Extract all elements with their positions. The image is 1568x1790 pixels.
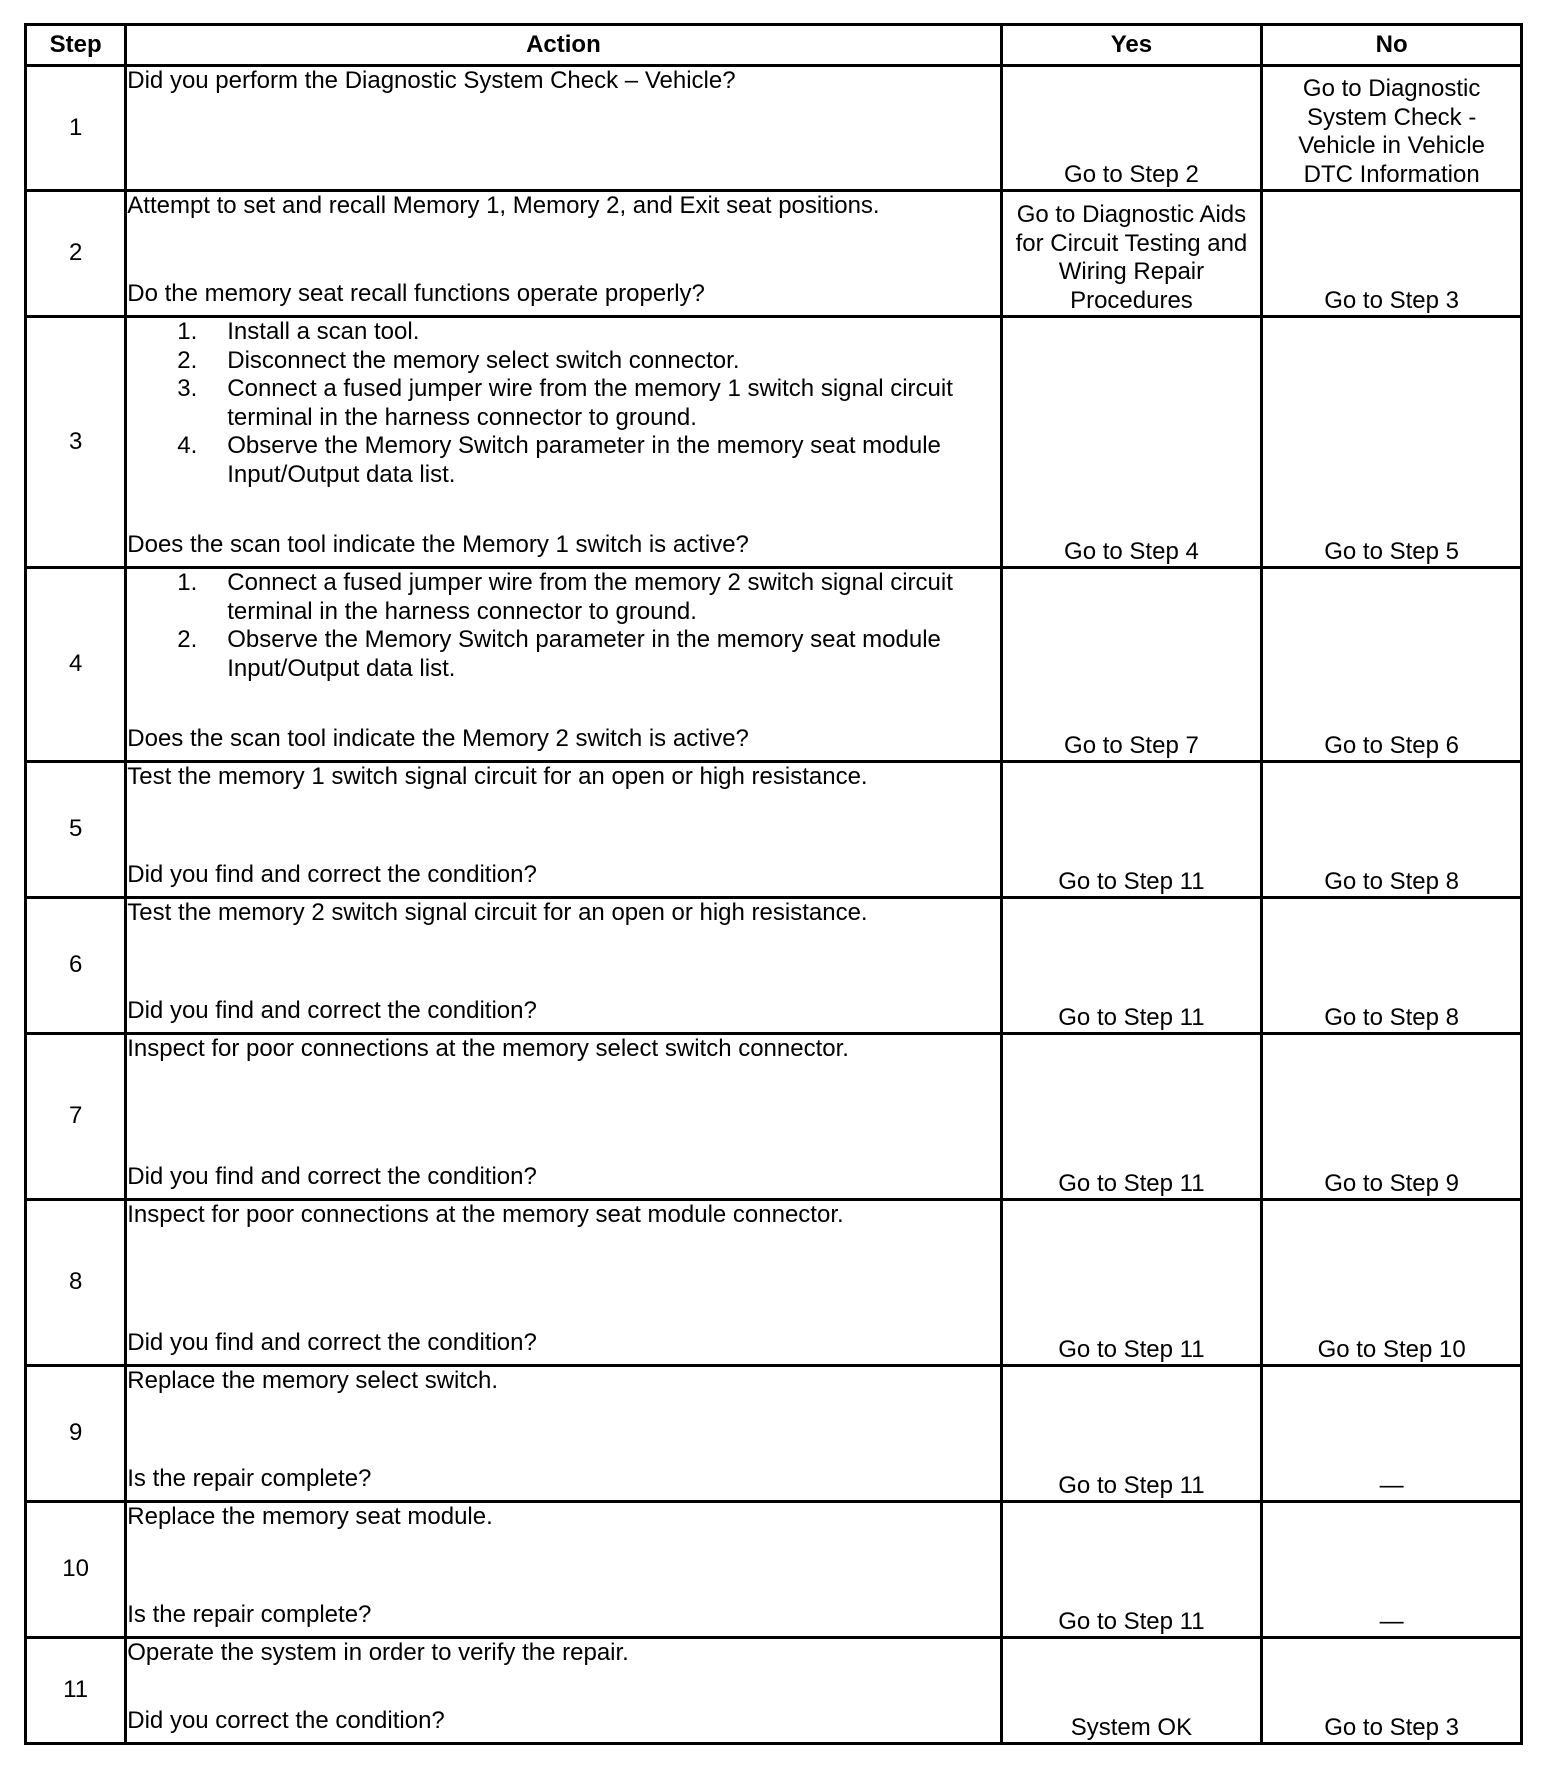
yes-result	[1001, 568, 1262, 762]
action-text: Did you perform the Diagnostic System Check – Vehicle?	[127, 67, 736, 94]
no-result	[1262, 1200, 1522, 1366]
list-item-number: 1.	[177, 569, 198, 596]
yes-result-text: Go to Step 11	[1058, 1335, 1205, 1363]
table-row	[26, 66, 1522, 191]
action-cell	[126, 762, 1001, 898]
list-item-text: Input/Output data list.	[227, 654, 456, 682]
step-number: 6	[26, 898, 126, 1034]
no-result-text: Go to Step 8	[1324, 867, 1460, 895]
no-result-text: Go to Step 9	[1324, 1169, 1460, 1197]
action-text: Operate the system in order to verify the repair.	[127, 1639, 629, 1666]
question-text: Do the memory seat recall functions operate properly?	[127, 279, 705, 307]
no-result	[1262, 1034, 1522, 1200]
step-number: 11	[26, 1638, 126, 1744]
action-text: Test the memory 2 switch signal circuit for an open or high resistance.	[127, 899, 868, 926]
list-item	[127, 569, 999, 626]
yes-result-text: Go to Step 11	[1058, 1471, 1205, 1499]
no-result-text: Go to Step 5	[1324, 537, 1460, 565]
yes-result	[1001, 1638, 1262, 1744]
table-row	[26, 1200, 1522, 1366]
no-result	[1262, 191, 1522, 317]
yes-result	[1001, 1502, 1262, 1638]
action-text: Replace the memory select switch.	[127, 1367, 499, 1394]
no-result-line: DTC Information	[1303, 160, 1480, 188]
list-item	[127, 318, 999, 347]
question-text: Does the scan tool indicate the Memory 1 switch is active?	[127, 530, 749, 558]
table-row	[26, 568, 1522, 762]
no-result	[1262, 1638, 1522, 1744]
yes-result	[1001, 762, 1262, 898]
action-text: Test the memory 1 switch signal circuit for an open or high resistance.	[127, 763, 868, 790]
yes-result	[1001, 66, 1262, 191]
header-step: Step	[26, 25, 126, 66]
step-number: 9	[26, 1366, 126, 1502]
question-text: Did you find and correct the condition?	[127, 1328, 537, 1356]
no-result	[1262, 1502, 1522, 1638]
no-result	[1262, 317, 1522, 568]
question-text: Did you correct the condition?	[127, 1706, 445, 1734]
no-result-text: —	[1379, 1607, 1404, 1635]
list-item-text: Disconnect the memory select switch connector.	[227, 346, 740, 374]
no-result	[1262, 1366, 1522, 1502]
no-result-text: Go to Step 8	[1324, 1003, 1460, 1031]
table-row	[26, 1034, 1522, 1200]
list-item-number: 4.	[177, 432, 198, 459]
list-item-text: Input/Output data list.	[227, 460, 456, 488]
table-row	[26, 191, 1522, 317]
action-text: Inspect for poor connections at the memory select switch connector.	[127, 1035, 849, 1062]
action-cell	[126, 898, 1001, 1034]
list-item-number: 2.	[177, 626, 198, 653]
yes-result-text: Go to Step 11	[1058, 867, 1205, 895]
no-result-text: Go to Step 3	[1324, 286, 1460, 314]
question-text: Is the repair complete?	[127, 1600, 372, 1628]
yes-result	[1001, 1200, 1262, 1366]
step-number: 1	[26, 66, 126, 191]
yes-result-text: Go to Step 7	[1064, 731, 1199, 759]
no-result	[1262, 66, 1522, 191]
no-result	[1262, 762, 1522, 898]
step-number: 8	[26, 1200, 126, 1366]
action-text: Replace the memory seat module.	[127, 1503, 493, 1530]
action-cell	[126, 568, 1001, 762]
yes-result-line: Procedures	[1070, 286, 1193, 314]
yes-result-text: Go to Step 11	[1058, 1169, 1205, 1197]
list-item	[127, 347, 999, 376]
list-item-number: 2.	[177, 346, 198, 374]
yes-result	[1001, 317, 1262, 568]
step-number: 7	[26, 1034, 126, 1200]
no-result-text: Go to Step 3	[1324, 1713, 1460, 1741]
table-row	[26, 1502, 1522, 1638]
list-item-text: Observe the Memory Switch parameter in the memory seat module	[227, 626, 941, 653]
action-cell	[126, 1200, 1001, 1366]
list-item	[127, 626, 999, 683]
no-result-text: —	[1379, 1471, 1404, 1499]
yes-result-line: for Circuit Testing and	[1015, 229, 1248, 257]
list-item-number: 3.	[177, 375, 198, 402]
procedure-list	[127, 318, 999, 489]
table-row	[26, 762, 1522, 898]
step-number: 3	[26, 317, 126, 568]
no-result-line: Go to Diagnostic	[1302, 75, 1481, 102]
yes-result	[1001, 1366, 1262, 1502]
action-cell	[126, 66, 1001, 191]
header-action: Action	[126, 25, 1001, 66]
table-row	[26, 1366, 1522, 1502]
yes-result-line: Go to Diagnostic Aids	[1016, 201, 1247, 228]
no-result-line: System Check -	[1306, 103, 1477, 131]
step-number: 10	[26, 1502, 126, 1638]
no-result-text: Go to Step 10	[1317, 1335, 1466, 1363]
action-cell	[126, 1366, 1001, 1502]
step-number: 5	[26, 762, 126, 898]
question-text: Does the scan tool indicate the Memory 2 switch is active?	[127, 724, 749, 752]
list-item-text: terminal in the harness connector to ground.	[227, 403, 697, 431]
action-cell	[126, 1638, 1001, 1744]
yes-result-text: Go to Step 11	[1058, 1003, 1205, 1031]
action-text: Inspect for poor connections at the memory seat module connector.	[127, 1201, 844, 1228]
list-item-number: 1.	[177, 318, 198, 345]
list-item-text: Install a scan tool.	[227, 318, 420, 345]
action-cell	[126, 1502, 1001, 1638]
no-result	[1262, 898, 1522, 1034]
table-row	[26, 317, 1522, 568]
no-result	[1262, 568, 1522, 762]
procedure-list	[127, 569, 999, 683]
table-row	[26, 898, 1522, 1034]
action-cell	[126, 317, 1001, 568]
diagnostic-table	[24, 23, 1523, 1745]
action-text: Attempt to set and recall Memory 1, Memory 2, and Exit seat positions.	[127, 192, 880, 219]
question-text: Did you find and correct the condition?	[127, 1162, 537, 1190]
yes-result-text: Go to Step 2	[1064, 160, 1199, 188]
yes-result-text: Go to Step 4	[1064, 537, 1199, 565]
question-text: Is the repair complete?	[127, 1464, 372, 1492]
header-no: No	[1262, 25, 1522, 66]
table-row	[26, 1638, 1522, 1744]
question-text: Did you find and correct the condition?	[127, 860, 537, 888]
list-item	[127, 375, 999, 432]
step-number: 4	[26, 568, 126, 762]
list-item-text: Connect a fused jumper wire from the memory 1 switch signal circuit	[227, 375, 953, 402]
yes-result-line: Wiring Repair	[1058, 258, 1205, 285]
yes-result	[1001, 191, 1262, 317]
list-item-text: Connect a fused jumper wire from the memory 2 switch signal circuit	[227, 569, 953, 596]
yes-result	[1001, 898, 1262, 1034]
list-item	[127, 432, 999, 489]
list-item-text: Observe the Memory Switch parameter in the memory seat module	[227, 432, 941, 459]
question-text: Did you find and correct the condition?	[127, 996, 537, 1024]
no-result-line: Vehicle in Vehicle	[1298, 132, 1486, 159]
list-item-text: terminal in the harness connector to ground.	[227, 597, 697, 625]
yes-result-text: System OK	[1070, 1713, 1193, 1741]
yes-result-text: Go to Step 11	[1058, 1607, 1205, 1635]
yes-result	[1001, 1034, 1262, 1200]
header-yes: Yes	[1001, 25, 1262, 66]
action-cell	[126, 191, 1001, 317]
header-row	[26, 25, 1522, 66]
action-cell	[126, 1034, 1001, 1200]
no-result-text: Go to Step 6	[1324, 731, 1460, 759]
step-number: 2	[26, 191, 126, 317]
